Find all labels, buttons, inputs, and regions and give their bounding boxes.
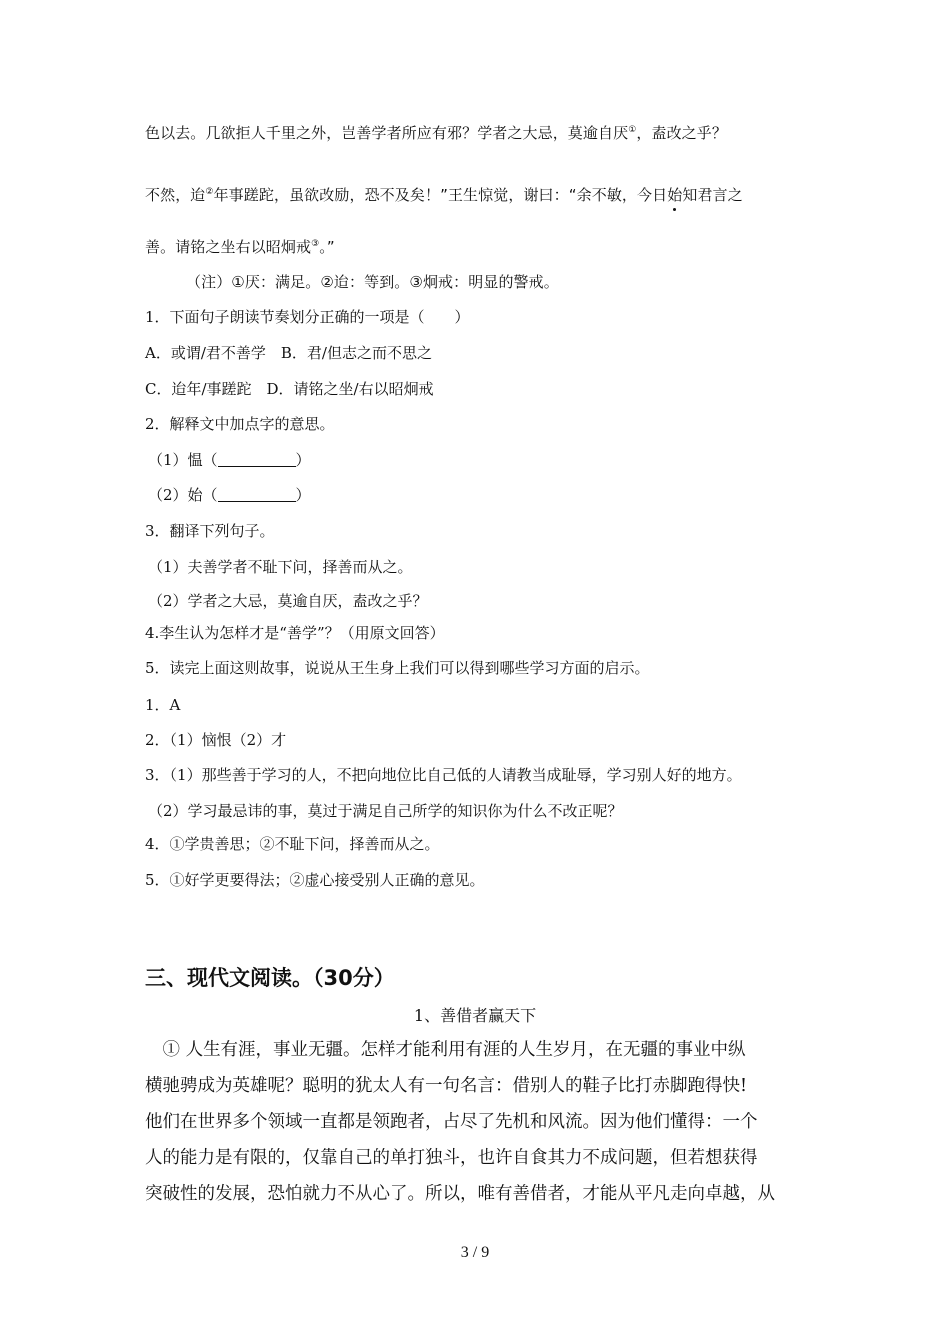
question-4: 4.李生认为怎样才是“善学”？（用原文回答）	[145, 624, 445, 642]
article-paragraph-line: 人的能力是有限的，仅靠自己的单打独斗，也许自食其力不成问题，但若想获得	[145, 1148, 758, 1168]
article-paragraph-line: 他们在世界多个领域一直都是领跑者，占尽了先机和风流。因为他们懂得：一个	[145, 1112, 758, 1132]
article-paragraph-line: ① 人生有涯，事业无疆。怎样才能利用有涯的人生岁月，在无疆的事业中纵	[145, 1040, 746, 1060]
question-3-item-2: （2）学者之大忌，莫逾自厌，盍改之乎？	[148, 592, 428, 610]
question-text: ）	[295, 486, 311, 504]
question-3: 3．翻译下列句子。	[145, 522, 275, 540]
question-5: 5．读完上面这则故事，说说从王生身上我们可以得到哪些学习方面的启示。	[145, 659, 650, 677]
article-paragraph-line: 横驰骋成为英雄呢？聪明的犹太人有一句名言：借别人的鞋子比打赤脚跑得快!	[145, 1076, 748, 1096]
question-1-options-cd: C．迨年/事蹉跎 D．请铭之坐/右以昭炯戒	[145, 380, 434, 398]
question-text: （1）愠（	[148, 451, 218, 469]
dotted-character: 始	[667, 186, 683, 204]
passage-text: 知君言之	[682, 186, 743, 204]
passage-text: 善。请铭之坐右以昭炯戒	[145, 238, 312, 256]
answer-5: 5．①好学更要得法；②虚心接受别人正确的意见。	[145, 871, 485, 889]
page-number: 3 / 9	[460, 1244, 490, 1261]
question-1: 1．下面句子朗读节奏划分正确的一项是（ ）	[145, 308, 470, 326]
answer-blank[interactable]	[218, 451, 296, 467]
passage-line-1	[145, 122, 727, 143]
article-title: 1、善借者赢天下	[413, 1006, 537, 1025]
answer-2: 2．（1）恼恨（2）才	[145, 731, 287, 749]
question-1-options-ab: A．或谓/君不善学 B．君/但志之而不思之	[145, 344, 432, 362]
question-text: （2）始（	[148, 486, 218, 504]
passage-line-2	[145, 184, 743, 205]
footnote-marker: ①	[628, 125, 637, 135]
question-2-item-2	[148, 484, 311, 505]
passage-text: 年事蹉跎，虽欲改励，恐不及矣！”王生惊觉，谢曰：“余不敏，今日	[213, 186, 668, 204]
passage-text: 。”	[319, 238, 335, 256]
section-title: 三、现代文阅读。（30分）	[145, 966, 395, 990]
question-2: 2．解释文中加点字的意思。	[145, 415, 335, 433]
passage-text: ，盍改之乎？	[636, 124, 727, 142]
answer-1: 1．A	[145, 696, 181, 714]
question-text: ）	[295, 451, 311, 469]
answer-3-item-1: 3．（1）那些善于学习的人，不把向地位比自己低的人请教当成耻辱，学习别人好的地方。	[145, 766, 742, 784]
answer-4: 4．①学贵善思；②不耻下问，择善而从之。	[145, 835, 440, 853]
passage-text: 色以去。几欲拒人千里之外，岂善学者所应有邪？学者之大忌，莫逾自厌	[145, 124, 629, 142]
passage-text: 不然，迨	[145, 186, 206, 204]
footnote-marker: ③	[311, 239, 320, 249]
article-paragraph-line: 突破性的发展，恐怕就力不从心了。所以，唯有善借者，才能从平凡走向卓越，从	[145, 1184, 775, 1204]
footnote-marker: ②	[205, 187, 214, 197]
question-2-item-1	[148, 449, 311, 470]
answer-blank[interactable]	[218, 486, 296, 502]
passage-line-3	[145, 236, 335, 257]
passage-note: （注）①厌：满足。②迨：等到。③炯戒：明显的警戒。	[186, 273, 559, 291]
answer-3-item-2: （2）学习最忌讳的事，莫过于满足自己所学的知识你为什么不改正呢？	[148, 802, 623, 820]
question-3-item-1: （1）夫善学者不耻下问，择善而从之。	[148, 558, 413, 576]
